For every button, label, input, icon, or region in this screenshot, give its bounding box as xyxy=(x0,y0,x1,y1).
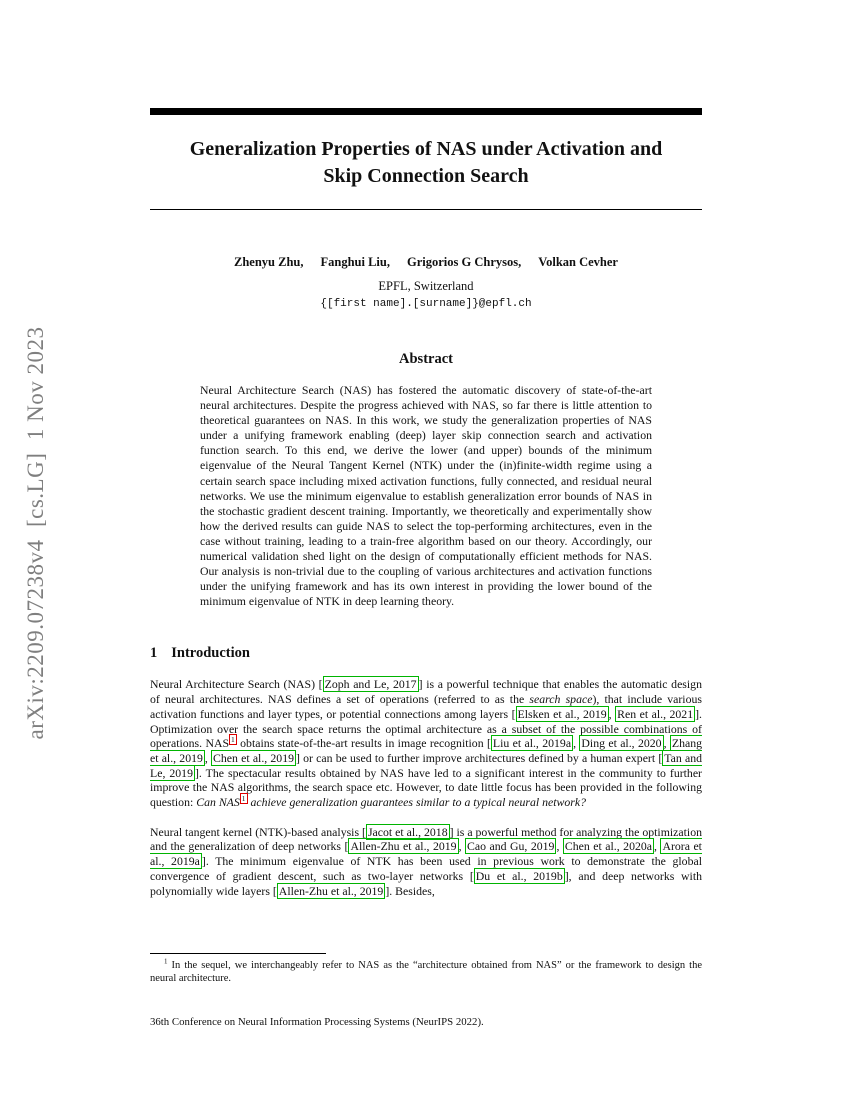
citation-link[interactable]: Allen-Zhu et al., 2019 xyxy=(350,839,457,854)
affiliation: EPFL, Switzerland xyxy=(378,279,474,293)
emphasis-text: search space xyxy=(529,692,593,707)
emphasis-text: achieve generalization guarantees similar to a typical neural network? xyxy=(247,795,586,810)
citation-link[interactable]: Jacot et al., 2018 xyxy=(367,824,448,839)
body-text: , xyxy=(458,839,465,854)
citation-link[interactable]: Chen et al., 2019 xyxy=(213,750,295,765)
body-text: , xyxy=(204,750,212,765)
title-rule xyxy=(150,209,702,210)
citation-link[interactable]: Elsken et al., 2019 xyxy=(517,706,607,721)
body-text: Neural Architecture Search (NAS) [ xyxy=(150,677,323,692)
footnote-ref[interactable]: 1 xyxy=(231,735,235,745)
body-text: ), that include various activation functions and layer types, or potential connections among layers [ xyxy=(150,692,702,721)
paragraph xyxy=(150,677,702,809)
author-name: Grigorios G Chrysos, xyxy=(406,255,522,269)
footnote-ref[interactable]: 1 xyxy=(241,794,246,804)
body-text: ] or can be used to further improve architectures defined by a human expert [ xyxy=(296,750,663,765)
citation-link[interactable]: Arora et al., 2019a xyxy=(150,839,702,869)
abstract-heading: Abstract xyxy=(399,351,453,367)
body-text: ], and deep networks with polynomially wide layers [ xyxy=(150,868,702,898)
body-text: ] is a powerful technique that enables the automatic design of neural architectures. NAS defines a set of operations (referred to as the xyxy=(150,677,702,707)
footnote-block xyxy=(150,953,702,985)
section-number: 1 xyxy=(150,645,158,662)
citation-link[interactable]: Zoph and Le, 2017 xyxy=(324,677,417,692)
body-text: , xyxy=(556,839,563,854)
body-text: , xyxy=(663,736,670,751)
citation-link[interactable]: Liu et al., 2019a xyxy=(492,736,572,751)
body-text: ]. Optimization over the search space returns the optimal architecture as a subset of the possible combinations of operations. NAS xyxy=(150,706,702,751)
paragraph xyxy=(150,825,702,899)
paper-title: Generalization Properties of NAS under Activation and Skip Connection Search xyxy=(189,138,663,187)
paper-content xyxy=(150,0,702,898)
footnote-rule xyxy=(150,953,326,954)
body-text: ]. The spectacular results obtained by NAS have led to a significant interest in the community to further improve the NAS algorithms, the search space etc. However, to date little focus has been provided in the following question: xyxy=(150,765,702,810)
email: {[first name].[surname]}@epfl.ch xyxy=(320,298,532,310)
citation-link[interactable]: Tan and Le, 2019 xyxy=(150,750,703,780)
top-rule xyxy=(150,108,702,115)
citation-link[interactable]: Du et al., 2019b xyxy=(475,868,563,883)
section-title: Introduction xyxy=(171,645,250,662)
citation-link[interactable]: Allen-Zhu et al., 2019 xyxy=(278,883,384,898)
body-text: ] is a powerful method for analyzing the optimization and the generalization of deep networks [ xyxy=(150,824,702,854)
footnote-marker: 1 xyxy=(164,957,168,966)
citation-link[interactable]: Zhang et al., 2019 xyxy=(150,736,703,765)
abstract-text: Neural Architecture Search (NAS) has fostered the automatic discovery of state-of-the-art neural architectures. Despite the progress achieved with NAS, so far there is little attention to theoretical guarantees on NAS. In this work, we study the generalization properties of NAS under a unifying framework enabling (deep) layer skip connection search and activation function search. To this end, we derive the lower (and upper) bounds of the minimum eigenvalue of the Neural Tangent Kernel (NTK) under the (in)finite-width regime using a certain search space including mixed activation functions, fully connected, and residual neural networks. We use the minimum eigenvalue to establish generalization error bounds of NAS in the stochastic gradient descent training. Importantly, we theoretically and experimentally show how the derived results can guide NAS to select the top-performing architectures, even in the case without training, leading to a train-free algorithm based on our theory. Accordingly, our numerical validation shed light on the design of computationally efficient methods for NAS. Our analysis is non-trivial due to the coupling of various architectures and activation functions under the unifying framework and has its own interest in providing the lower bound of the minimum eigenvalue of NTK in deep learning theory. xyxy=(200,383,652,609)
citation-link[interactable]: Ren et al., 2021 xyxy=(617,706,694,721)
author-name: Volkan Cevher xyxy=(538,255,618,269)
citation-link[interactable]: Cao and Gu, 2019 xyxy=(467,839,555,854)
citation-link[interactable]: Chen et al., 2020a xyxy=(564,839,653,854)
footnote-text: In the sequel, we interchangeably refer to NAS as the “architecture obtained from NAS” or the framework to design the neural architecture. xyxy=(150,960,702,984)
emphasis-text: Can NAS xyxy=(196,795,240,810)
author-name: Zhenyu Zhu, xyxy=(234,255,304,269)
conference-footer: 36th Conference on Neural Information Processing Systems (NeurIPS 2022). xyxy=(150,1016,484,1028)
arxiv-watermark: arXiv:2209.07238v4 [cs.LG] 1 Nov 2023 xyxy=(23,326,48,740)
citation-link[interactable]: Ding et al., 2020 xyxy=(581,736,662,751)
footnote xyxy=(150,959,702,985)
body-text: ]. The minimum eigenvalue of NTK has been used in previous work to demonstrate the global convergence of gradient descent, such as two-layer networks [ xyxy=(150,854,702,883)
section-heading-introduction xyxy=(150,645,702,662)
body-text: , xyxy=(573,736,580,751)
body-text: Neural tangent kernel (NTK)-based analysis [ xyxy=(150,824,366,839)
body-text: ]. Besides, xyxy=(385,883,435,898)
body-text: , xyxy=(654,839,661,854)
body-text: obtains state-of-the-art results in image recognition [ xyxy=(236,736,491,751)
author-name: Fanghui Liu, xyxy=(320,255,390,269)
authors-row xyxy=(150,255,702,270)
body-text: , xyxy=(608,706,616,721)
